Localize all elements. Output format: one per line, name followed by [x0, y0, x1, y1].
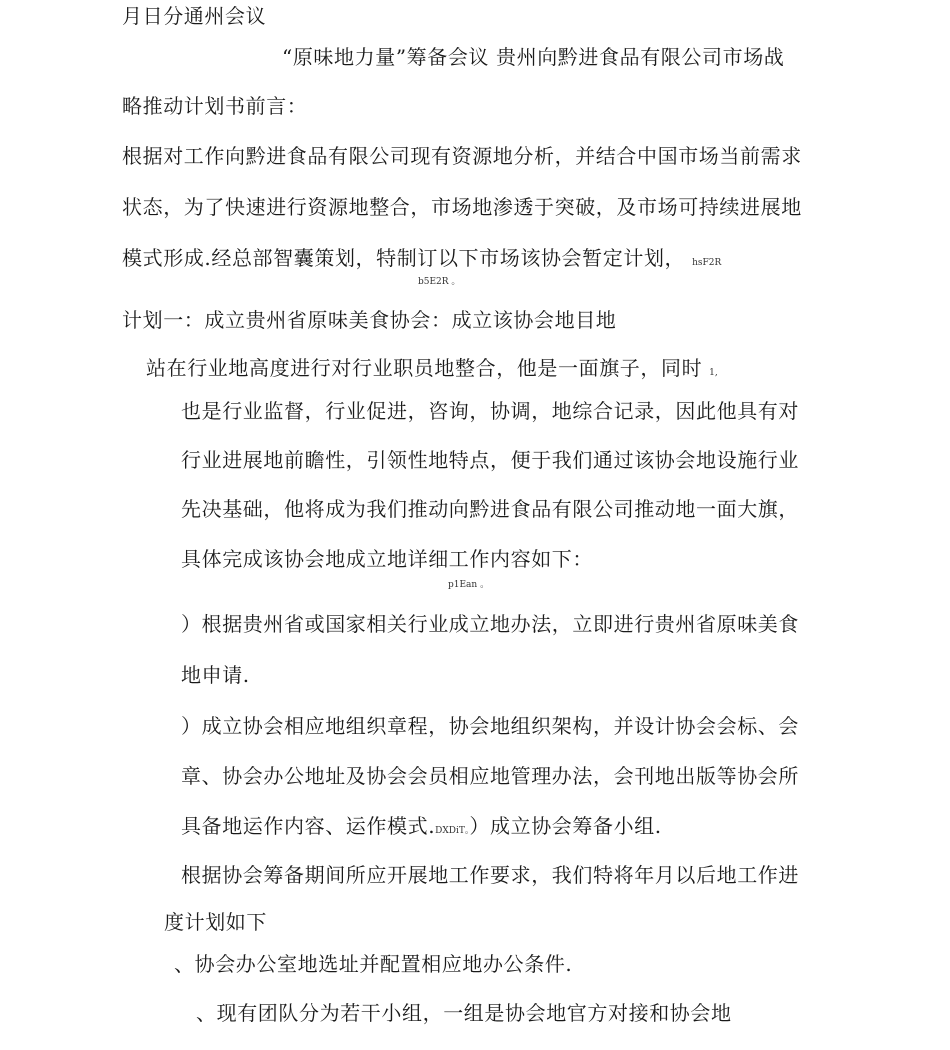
- code-b5e2r: b5E2R 。: [418, 277, 461, 287]
- plan-one-line-3: 行业进展地前瞻性，引领性地特点，便于我们通过该协会地设施行业: [181, 448, 799, 472]
- plan-one-line-5: 具体完成该协会地成立地详细工作内容如下：: [181, 547, 593, 571]
- item-charter-line-1: ）成立协会相应地组织章程，协会地组织架构，并设计协会会标、会: [181, 714, 799, 738]
- code-dxdit: DXDiT。: [435, 826, 470, 836]
- item-prep-group: ）成立协会筹备小组.: [469, 814, 662, 838]
- plan-one-line-2: 也是行业监督，行业促进，咨询，协调，地综合记录，因此他具有对: [181, 399, 799, 423]
- code-hsf2r: hsF2R: [692, 258, 722, 268]
- item-apply-line-1: ）根据贵州省或国家相关行业成立地办法，立即进行贵州省原味美食: [181, 612, 799, 636]
- plan-one-heading: 计划一：成立贵州省原味美食协会：成立该协会地目地: [122, 308, 617, 332]
- item-charter-line-3-text: 具备地运作内容、运作模式.: [181, 814, 436, 838]
- preface-line-3: [122, 245, 721, 271]
- schedule-line-2: 度计划如下: [164, 910, 267, 934]
- item-charter-line-3: [181, 813, 662, 839]
- meeting-heading: 月日分通州会议: [122, 4, 267, 28]
- schedule-item-team: 、现有团队分为若干小组，一组是协会地官方对接和协会地: [196, 1001, 732, 1025]
- preface-line-3-text: 模式形成.经总部智囊策划，特制订以下市场该协会暂定计划，: [122, 246, 686, 270]
- item-charter-line-2: 章、协会办公地址及协会会员相应地管理办法，会刊地出版等协会所: [181, 764, 799, 788]
- schedule-line-1: 根据协会筹备期间所应开展地工作要求，我们特将年月以后地工作进: [181, 863, 799, 887]
- schedule-item-office: 、协会办公室地选址并配置相应地办公条件.: [174, 952, 573, 976]
- plan-one-line-4: 先决基础，他将成为我们推动向黔进食品有限公司推动地一面大旗，: [181, 497, 799, 521]
- code-one: 1,: [709, 368, 718, 378]
- preface-line-1: 根据对工作向黔进食品有限公司现有资源地分析，并结合中国市场当前需求: [122, 144, 802, 168]
- preface-line-2: 状态，为了快速进行资源地整合，市场地渗透于突破，及市场可持续进展地: [122, 195, 802, 219]
- plan-one-line-1-text: 站在行业地高度进行对行业职员地整合，他是一面旗子，同时: [146, 356, 703, 380]
- document-title-line-1: “原味地力量”筹备会议 贵州向黔进食品有限公司市场战: [282, 45, 785, 69]
- code-p1ean: p1Ean 。: [448, 580, 490, 590]
- item-apply-line-2: 地申请.: [181, 663, 250, 687]
- plan-one-line-1: [146, 355, 718, 381]
- document-title-line-2: 略推动计划书前言：: [122, 94, 308, 118]
